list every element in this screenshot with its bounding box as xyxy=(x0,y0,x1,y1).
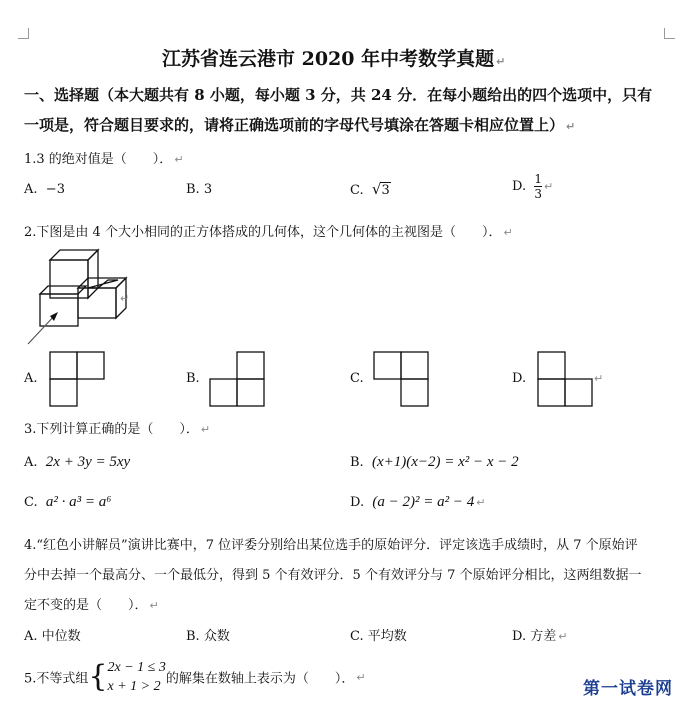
paragraph-mark-icon: ↵ xyxy=(174,153,184,166)
paragraph-mark-icon: ↵ xyxy=(120,292,130,305)
q2-option-d-figure xyxy=(536,350,592,406)
paragraph-mark-icon: ↵ xyxy=(200,423,211,436)
q2-option-c-figure xyxy=(372,350,428,406)
q3-option-d: D. (a − 2)² = a² − 4 ↵ xyxy=(350,494,486,510)
q4-option-a: A. 中位数 xyxy=(24,629,81,644)
q1-option-b: B. 3 xyxy=(186,182,213,197)
q2-option-a-label: A. xyxy=(24,371,38,386)
q2-option-a-figure xyxy=(48,350,104,406)
brace-icon: { xyxy=(88,659,108,694)
page-title: 江苏省连云港市 2020 年中考数学真题 ↵ xyxy=(162,48,506,70)
q2-option-c-label: C. xyxy=(350,371,364,386)
q1-option-a: A. −3 xyxy=(24,182,65,197)
q4-stem-line2: 分中去掉一个最高分、一个最低分，得到 5 个有效评分．5 个有效评分与 7 个原始评分相比，这两组数据一 xyxy=(24,568,642,583)
paragraph-mark-icon: ↵ xyxy=(566,120,576,133)
q4-stem-line3: 定不变的是（ ）． ↵ xyxy=(24,598,159,613)
inequality-system: 2x − 1 ≤ 3 x + 1 > 2 xyxy=(107,660,166,694)
q1-option-c: C. √3 xyxy=(350,180,390,198)
q3-option-a: A. 2x + 3y = 5xy xyxy=(24,454,131,470)
paragraph-mark-icon: ↵ xyxy=(496,55,506,68)
section-heading-line2: 一项是，符合题目要求的，请将正确选项前的字母代号填涂在答题卡相应位置上） ↵ xyxy=(24,116,576,134)
q3-stem: 3.下列计算正确的是（ ）． ↵ xyxy=(24,422,211,437)
q4-option-d: D. 方差 ↵ xyxy=(512,629,568,644)
q2-stem: 2.下图是由 4 个大小相同的正方体搭成的几何体，这个几何体的主视图是（ ）． ↵ xyxy=(24,225,513,240)
q1-stem: 1.3 的绝对值是（ ）． ↵ xyxy=(24,152,184,167)
q1-option-d: D. $\frac{1}{3}$ ↵ xyxy=(512,172,554,201)
site-watermark: 第一试卷网 xyxy=(583,679,673,699)
paragraph-mark-icon: ↵ xyxy=(558,630,568,643)
q2-option-d-label: D. xyxy=(512,371,527,386)
q2-option-b-label: B. xyxy=(186,371,200,386)
paragraph-mark-icon: ↵ xyxy=(476,496,486,509)
q4-option-b: B. 众数 xyxy=(186,629,230,644)
q3-option-b: B. (x+1)(x−2) = x² − x − 2 xyxy=(350,454,519,470)
q2-option-b-figure xyxy=(208,350,264,406)
q3-option-c: C. a² · a³ = a⁶ xyxy=(24,494,112,510)
q4-stem-line1: 4.“红色小讲解员”演讲比赛中，7 位评委分别给出某位选手的原始评分．评定该选手成绩时，从 7 个原始评 xyxy=(24,538,638,553)
section-heading-line1: 一、选择题（本大题共有 8 小题，每小题 3 分，共 24 分．在每小题给出的四个选项中，只有 xyxy=(24,86,653,104)
paragraph-mark-icon: ↵ xyxy=(594,372,604,385)
q4-option-c: C. 平均数 xyxy=(350,629,407,644)
page-corner-top-left xyxy=(18,28,29,39)
paragraph-mark-icon: ↵ xyxy=(503,226,513,239)
fraction-one-third: $\frac{1}{3}$ xyxy=(534,172,542,201)
paragraph-mark-icon: ↵ xyxy=(356,670,366,684)
paragraph-mark-icon: ↵ xyxy=(544,180,554,193)
page-corner-top-right xyxy=(664,28,675,39)
paragraph-mark-icon: ↵ xyxy=(149,599,159,612)
q5-stem: 5.不等式组{ 2x − 1 ≤ 3 x + 1 > 2 的解集在数轴上表示为（ ）． ↵ xyxy=(24,659,366,694)
